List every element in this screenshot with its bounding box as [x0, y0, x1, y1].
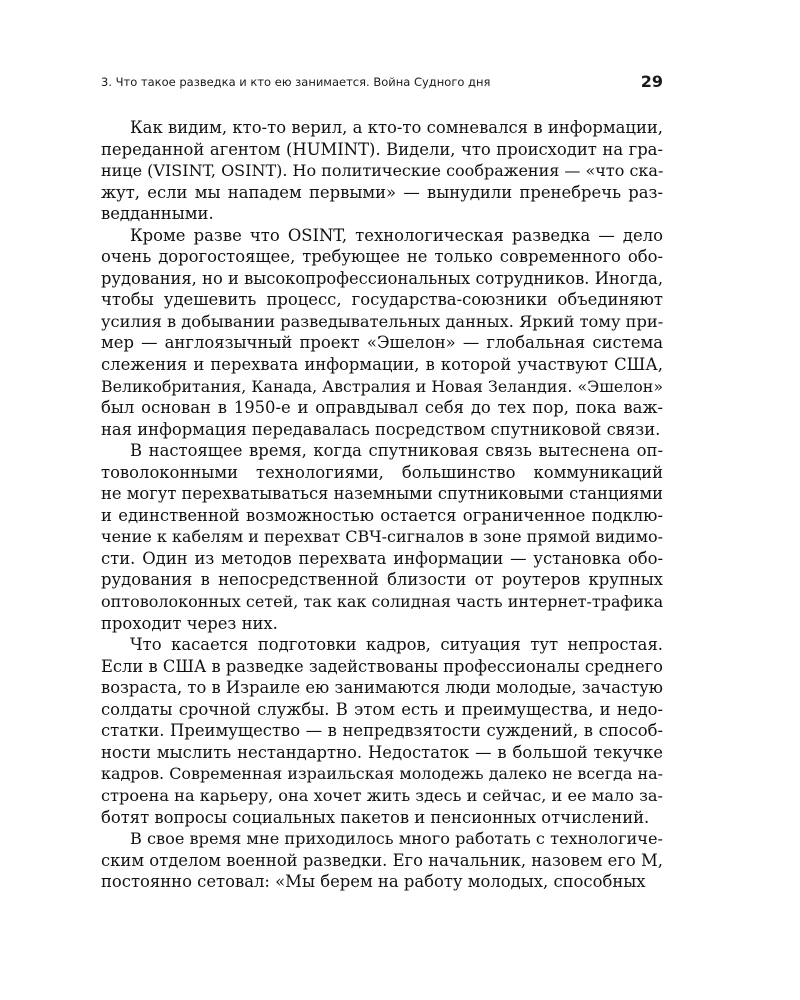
text-line: переданной агентом (HUMINT). Видели, что происходит на гра- [101, 139, 663, 159]
text-line: строена на карьеру, она хочет жить здесь и сейчас, и ее мало за- [101, 785, 663, 805]
text-line: чтобы удешевить процесс, государства-союзники объединяют [101, 290, 663, 310]
text-line: статки. Преимущество — в непредвзятости суждений, в способ- [101, 721, 663, 741]
text-line: ским отделом военной разведки. Его начальник, назовем его М, [101, 850, 663, 870]
page-number: 29 [640, 72, 663, 91]
text-line: солдаты срочной службы. В этом есть и преимущества, и недо- [101, 699, 663, 719]
text-line: рудования, но и высокопрофессиональных сотрудников. Иногда, [101, 268, 663, 288]
text-line: ная информация передавалась посредством спутниковой связи. [101, 419, 661, 439]
text-line: возраста, то в Израиле ею занимаются люди молодые, зачастую [101, 678, 663, 698]
text-line: проходит через них. [101, 613, 278, 633]
text-line: жут, если мы нападем первыми» — вынудили пренебречь раз- [101, 182, 663, 202]
text-line: товолоконными технологиями, большинство коммуникаций [101, 462, 663, 482]
text-line: и единственной возможностью остается ограниченное подклю- [101, 505, 663, 525]
text-line: нице (VISINT, OSINT). Но политические соображения — «что ска- [101, 161, 664, 181]
text-line: Кроме разве что OSINT, технологическая разведка — дело [130, 225, 663, 245]
text-line: Что касается подготовки кадров, ситуация тут непростая. [130, 635, 663, 655]
text-line: очень дорогостоящее, требующее не только современного обо- [101, 247, 663, 267]
running-head [101, 72, 663, 94]
paragraph [101, 828, 663, 893]
text-line: ности мыслить нестандартно. Недостаток — в большой текучке [101, 742, 663, 762]
paragraph [101, 440, 663, 634]
text-line: рудования в непосредственной близости от роутеров крупных [101, 570, 663, 590]
text-line: Великобритания, Канада, Австралия и Новая Зеландия. «Эшелон» [101, 376, 663, 396]
text-line: чение к кабелям и перехват СВЧ-сигналов в зоне прямой видимо- [101, 527, 664, 547]
text-line: ведданными. [101, 204, 214, 224]
text-line: оптоволоконных сетей, так как солидная часть интернет-трафика [101, 592, 664, 612]
text-line: не могут перехватываться наземными спутниковыми станциями [101, 484, 663, 504]
text-line: мер — англоязычный проект «Эшелон» — глобальная система [101, 333, 663, 353]
text-line: Как видим, кто-то верил, а кто-то сомневался в информации, [130, 118, 663, 137]
text-line: слежения и перехвата информации, в которой участвуют США, [101, 355, 663, 375]
paragraph [101, 117, 663, 225]
paragraph [101, 634, 663, 828]
text-line: В настоящее время, когда спутниковая связь вытеснена оп- [130, 441, 663, 461]
text-line: усилия в добывании разведывательных данных. Яркий тому при- [101, 311, 664, 331]
text-line: Если в США в разведке задействованы профессионалы среднего [101, 656, 663, 676]
text-line: постоянно сетовал: «Мы берем на работу молодых, способных [101, 872, 646, 892]
paragraph [101, 225, 663, 440]
text-line: ботят вопросы социальных пакетов и пенсионных отчислений. [101, 807, 650, 827]
running-title: 3. Что такое разведка и кто ею занимается. Война Судного дня [101, 75, 491, 89]
text-line: кадров. Современная израильская молодежь далеко не всегда на- [101, 764, 663, 784]
text-line: сти. Один из методов перехвата информации — установка обо- [101, 548, 663, 568]
text-line: был основан в 1950-е и оправдывал себя до тех пор, пока важ- [101, 398, 663, 418]
body-text [101, 117, 663, 893]
text-line: В свое время мне приходилось много работать с технологиче- [130, 829, 663, 849]
